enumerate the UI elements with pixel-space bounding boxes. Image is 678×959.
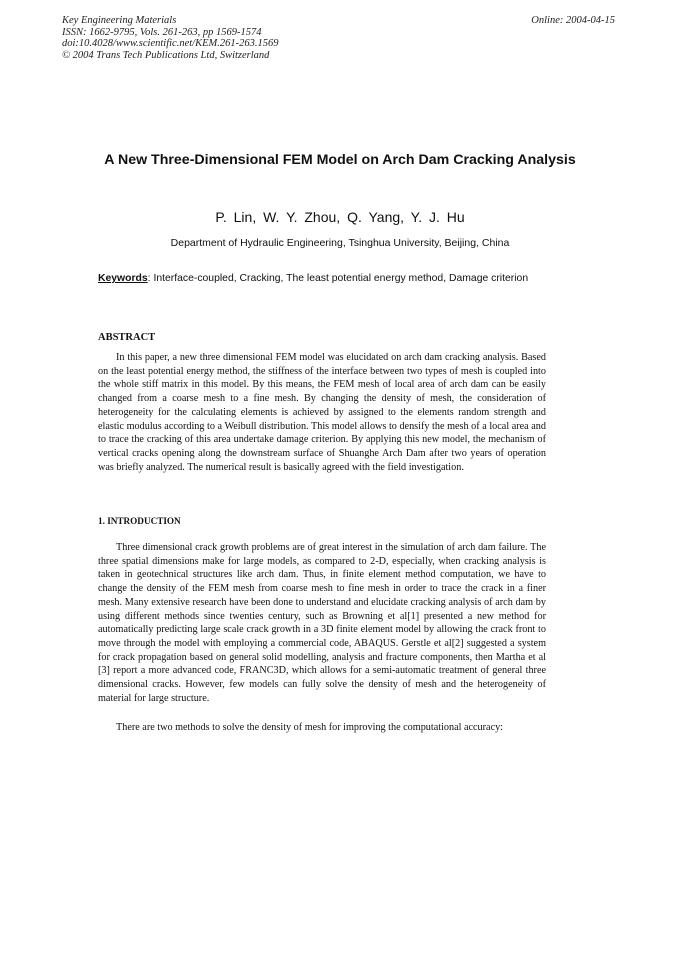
paper-authors: P. Lin, W. Y. Zhou, Q. Yang, Y. J. Hu — [215, 209, 465, 225]
paper-title: A New Three-Dimensional FEM Model on Arch Dam Cracking Analysis — [104, 152, 576, 168]
journal-issn: ISSN: 1662-9795, Vols. 261-263, pp 1569-1574 — [62, 26, 262, 38]
keywords-block — [98, 271, 548, 286]
journal-copyright: © 2004 Trans Tech Publications Ltd, Switzerland — [62, 49, 270, 61]
journal-doi[interactable]: doi:10.4028/www.scientific.net/KEM.261-263.1569 — [62, 38, 279, 49]
keywords-text: : Interface-coupled, Cracking, The least potential energy method, Damage criterion — [147, 273, 529, 284]
introduction-paragraph-1: Three dimensional crack growth problems are of great interest in the simulation of arch dam failure. The three spatial dimensions make for large models, as compared to 2-D, especially, when cracking analysis is taken in geotechnical structures like arch dam. Thus, in finite element method computation, we have to change the density of the FEM mesh from coarse mesh to fine mesh in order to trace the crack in a finer mesh. Many extensive research have been done to understand and elucidate cracking analysis of arch dam by using different methods since twenties century, such as Browning et al[1] presented a new method for automatically predicting large scale crack growth in a 3D finite element model by allowing the crack front to move through the model with employing a commercial code, ABAQUS. Gerstle et al[2] suggested a system for crack propagation based on general solid modelling, analysis and fracture components, then Martha et al [3] report a more advanced code, FRANC3D, which allows for a semi-automatic treatment of general three dimensional cracks. However, few models can fully solve the density of mesh and the heterogeneity of material for large structure. — [98, 542, 546, 704]
online-date: Online: 2004-04-15 — [531, 15, 615, 26]
abstract-text: In this paper, a new three dimensional FEM model was elucidated on arch dam cracking analysis. Based on the least potential energy method, the stiffness of the interface between two types of mesh is coupled into the whole stiff matrix in this model. By this means, the FEM mesh of local area of arch dam can be easily changed from a coarse mesh to a fine mesh. By changing the density of mesh, the consideration of heterogeneity for the calculating elements is achieved by assigned to the elements random strength and elastic modulus according to a Weibull distribution. This model allows to densify the mesh of a local area and to trace the cracking of this area undertake damage criterion. By applying this new model, the mechanism of vertical cracks opening along the downstream surface of Shuanghe Arch Dam after two years of operation was briefly analyzed. The numerical result is basically agreed with the field investigation. — [98, 352, 546, 473]
introduction-heading: 1. INTRODUCTION — [98, 516, 181, 526]
keywords-label: Keywords — [98, 273, 148, 284]
journal-info — [62, 15, 279, 61]
paper-affiliation: Department of Hydraulic Engineering, Tsinghua University, Beijing, China — [170, 237, 510, 249]
abstract-heading: ABSTRACT — [98, 332, 156, 343]
journal-name: Key Engineering Materials — [62, 15, 177, 26]
introduction-paragraph-2: There are two methods to solve the density of mesh for improving the computational accuracy: — [116, 722, 504, 733]
